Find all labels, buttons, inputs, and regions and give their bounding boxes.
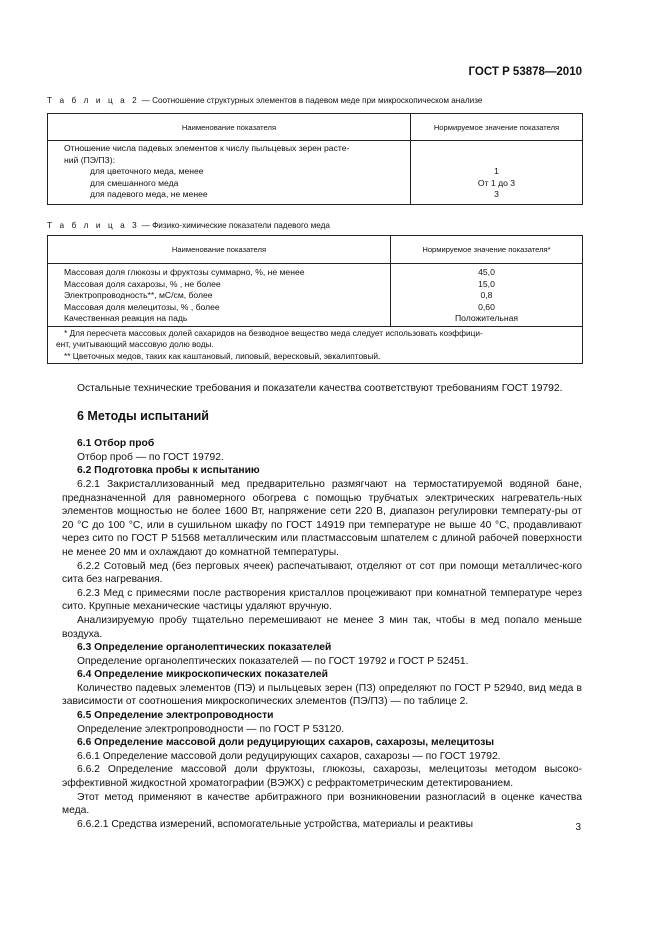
paragraph: 6.6.2.1 Средства измерений, вспомогательные устройства, материалы и реактивы <box>77 818 474 830</box>
table2-names-cell <box>48 141 411 205</box>
paragraph: 6.6.1 Определение массовой доли редуцирующих сахаров, сахарозы — по ГОСТ 19792. <box>77 750 501 762</box>
table-row: ний (ПЭ/ПЗ): <box>64 154 115 165</box>
table2-caption-label: Т а б л и ц а 2 <box>47 96 140 105</box>
table-row: Электропроводность**, мС/см, более <box>64 290 213 301</box>
subsection-heading: 6.4 Определение микроскопических показателей <box>77 669 328 681</box>
paragraph: Остальные технические требования и показатели качества соответствуют требованиям ГОСТ 19792. <box>77 383 563 394</box>
paragraph: Анализируемую пробу тщательно перемешивают не менее 3 мин так, чтобы в мед попало меньше воздуха. <box>62 614 582 640</box>
table3-caption <box>47 221 330 230</box>
table-value: 45,0 <box>478 267 495 277</box>
table-row: для падевого меда, не менее <box>90 189 208 200</box>
table2-header-row <box>48 114 583 141</box>
subsection-heading: 6.2 Подготовка пробы к испытанию <box>77 465 260 477</box>
subsection-heading: 6.3 Определение органолептических показателей <box>77 642 332 654</box>
table2-col2-header: Нормируемое значение показателя <box>411 114 583 141</box>
table3-notes-row <box>48 326 583 363</box>
table3-notes <box>48 326 583 363</box>
paragraph: 6.2.3 Мед с примесями после растворения кристаллов процеживают при комнатной температуре через сито. Крупные механические частицы удаляют вручную. <box>62 587 582 613</box>
table-value: 15,0 <box>478 278 495 289</box>
table3-col2-header: Нормируемое значение показателя* <box>391 236 583 264</box>
table-row: Массовая доля глюкозы и фруктозы суммарно, %, не менее <box>64 267 305 277</box>
table2-col1-header: Наименование показателя <box>48 114 411 141</box>
section-heading: 6 Методы испытаний <box>77 408 209 423</box>
table-value: 3 <box>494 189 499 200</box>
paragraph: Этот метод применяют в качестве арбитражного при возникновении разногласий в оценке качества меда. <box>62 791 582 817</box>
table3-caption-text: — Физико-химические показатели падевого меда <box>139 221 330 230</box>
paragraph: 6.2.1 Закристаллизованный мед предварительно размягчают на термостатируемой водяной бане, предназначенной для равномерного обогрева с помощью трубчатых электрических нагреватель-ных элементов мощностью не более 1600 Вт, напряжение сети 220 В, диапазон регулировки температу-ры от 20 °С до 100 °С, или в сушильном шкафу по ГОСТ 14919 при температуре не выше 40 °С, продавливают через сито по ГОСТ Р 51568 металлическим или пластмассовым шпателем с длиной рабочей поверхности не менее 20 мм и охлаждают до комнатной температуры. <box>62 478 582 558</box>
table3 <box>47 235 583 364</box>
table3-header-row <box>48 236 583 264</box>
table2-values-cell <box>411 141 583 205</box>
paragraph: Количество падевых элементов (ПЭ) и пыльцевых зерен (ПЗ) определяют по ГОСТ Р 52940, вид меда в зависимости от соотношения микроскопических элементов (ПЭ/ПЗ) — по таблице 2. <box>62 682 582 708</box>
table-row: Качественная реакция на падь <box>64 313 188 324</box>
table2-body-row <box>48 141 583 205</box>
paragraph: Отбор проб — по ГОСТ 19792. <box>77 451 224 463</box>
table-value <box>411 155 582 167</box>
table2-caption-text: — Соотношение структурных элементов в падевом меде при микроскопическом анализе <box>139 96 483 105</box>
paragraph: 6.2.2 Сотовый мед (без перговых ячеек) распечатывают, отделяют от сот при помощи металличес-кого сита без нагревания. <box>62 560 582 586</box>
page-number: 3 <box>575 822 581 833</box>
table-value: Положительная <box>454 313 519 324</box>
table-value: 0,8 <box>480 290 493 301</box>
subsection-heading: 6.5 Определение электропроводности <box>77 710 274 722</box>
document-header: ГОСТ Р 53878—2010 <box>468 66 582 78</box>
table2-caption <box>47 96 482 105</box>
table3-caption-label: Т а б л и ц а 3 <box>47 221 140 230</box>
table-row: Массовая доля мелецитозы, % , более <box>64 301 220 312</box>
table3-body-row <box>48 264 583 327</box>
paragraph: Определение электропроводности — по ГОСТ Р 53120. <box>77 723 345 735</box>
table-value: 1 <box>494 166 499 177</box>
body-text <box>62 382 582 831</box>
table3-col1-header: Наименование показателя <box>48 236 391 264</box>
table-note: ** Цветочных медов, таких как каштановый, липовый, вересковый, эвкалиптовый. <box>64 350 381 361</box>
table3-values-cell <box>391 264 583 327</box>
paragraph: 6.6.2 Определение массовой доли фруктозы, глюкозы, сахарозы, мелецитозы методом высоко-эффективной жидкостной хроматографии (ВЭЖХ) с рефрактометрическим детектированием. <box>62 764 582 790</box>
table-row: для смешанного меда <box>90 177 179 188</box>
table-row: Массовая доля сахарозы, % , не более <box>64 278 221 289</box>
paragraph: Определение органолептических показателей — по ГОСТ 19792 и ГОСТ Р 52451. <box>77 655 469 667</box>
table-value: От 1 до 3 <box>477 177 516 188</box>
table-row: для цветочного меда, менее <box>90 166 204 177</box>
table-note: * Для пересчета массовых долей сахаридов на безводное вещество меда следует использовать коэффици- <box>64 327 483 338</box>
table-note: ент, учитывающий массовую долю воды. <box>56 339 214 350</box>
table-value: 0,60 <box>478 301 495 312</box>
subsection-heading: 6.1 Отбор проб <box>77 438 155 450</box>
table3-names-cell <box>48 264 391 327</box>
table-value <box>411 143 582 155</box>
table-row: Отношение числа падевых элементов к числу пыльцевых зерен расте- <box>64 143 350 153</box>
subsection-heading: 6.6 Определение массовой доли редуцирующих сахаров, сахарозы, мелецитозы <box>77 737 495 749</box>
table2 <box>47 113 583 205</box>
